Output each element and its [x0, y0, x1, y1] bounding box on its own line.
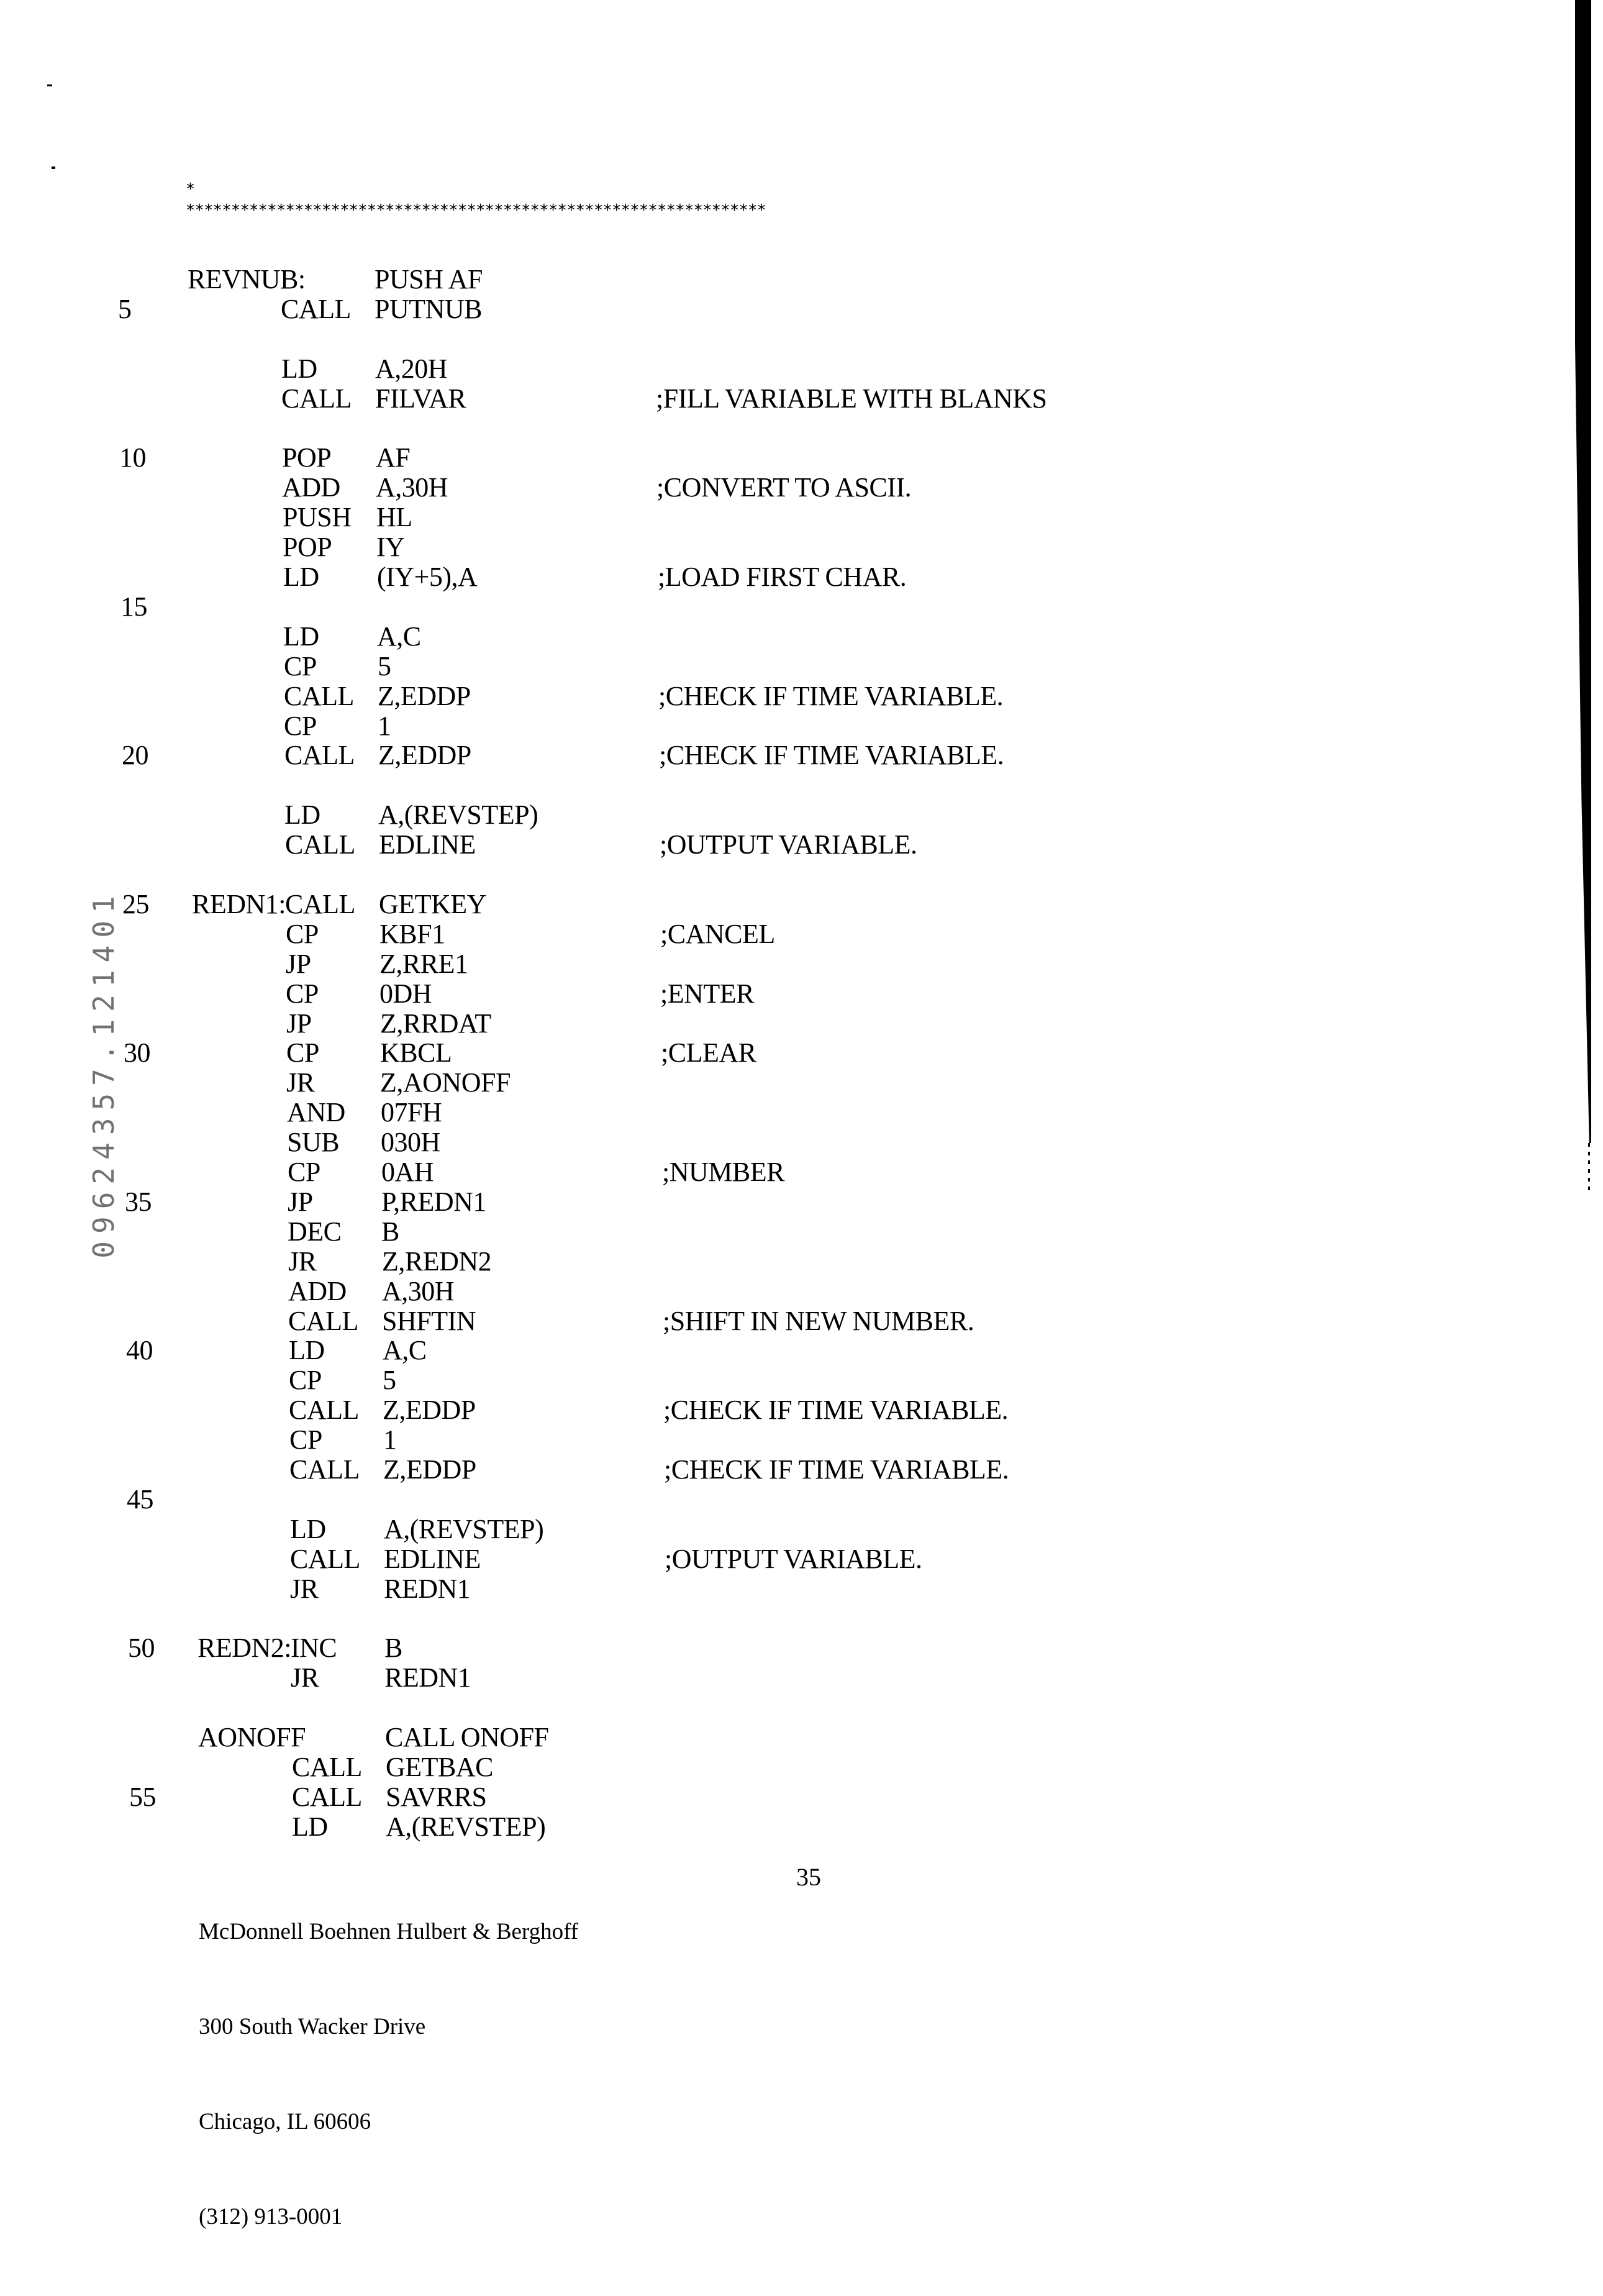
- code-mnemonic: JP: [288, 1187, 313, 1217]
- code-line: [11, 1782, 1253, 1812]
- code-mnemonic: CALL: [284, 740, 355, 770]
- code-line: [1, 443, 1243, 473]
- page-number: 35: [796, 1863, 821, 1891]
- code-operand: 1: [383, 1424, 397, 1455]
- code-line: [4, 830, 1247, 860]
- code-mnemonic: CALL: [292, 1782, 362, 1812]
- code-comment: ;ENTER: [660, 978, 754, 1009]
- footer-address-block: [199, 1852, 578, 2296]
- code-mnemonic: CALL: [285, 829, 355, 860]
- code-line: [7, 1157, 1249, 1187]
- code-operand: EDLINE: [379, 829, 476, 860]
- code-label: REDN2:: [198, 1633, 291, 1663]
- scan-edge-tail: [1588, 1143, 1590, 1193]
- code-mnemonic: CP: [286, 978, 319, 1009]
- code-line: [7, 1277, 1250, 1306]
- code-comment: ;CHECK IF TIME VARIABLE.: [659, 740, 1004, 770]
- code-mnemonic: DEC: [288, 1216, 342, 1247]
- code-line: [8, 1336, 1250, 1365]
- code-operand: Z,AONOFF: [380, 1067, 511, 1098]
- code-mnemonic: JR: [288, 1246, 317, 1277]
- code-mnemonic: CALL: [281, 383, 352, 414]
- code-line: [2, 622, 1245, 652]
- code-operand: IY: [376, 532, 405, 562]
- code-line: [0, 265, 1242, 294]
- code-inline-instruction: CALL ONOFF: [385, 1722, 549, 1752]
- code-line: [9, 1425, 1251, 1455]
- code-mnemonic: CALL: [290, 1544, 360, 1574]
- code-line: [2, 562, 1245, 592]
- code-line: [5, 949, 1247, 979]
- code-operand: A,(REVSTEP): [386, 1811, 546, 1842]
- footer-firm: McDonnell Boehnen Hulbert & Berghoff: [199, 1919, 579, 1944]
- line-number: 25: [122, 889, 149, 919]
- code-line: [3, 711, 1245, 741]
- code-mnemonic: JP: [286, 1008, 312, 1039]
- code-operand: GETKEY: [379, 889, 486, 919]
- code-line: [1, 473, 1243, 503]
- code-operand: (IY+5),A: [377, 562, 478, 592]
- code-mnemonic: CP: [286, 1037, 319, 1068]
- code-operand: A,(REVSTEP): [384, 1514, 544, 1544]
- scan-speck: [52, 166, 55, 169]
- code-mnemonic: CP: [289, 1365, 322, 1395]
- footer-phone: (312) 913-0001: [199, 2204, 343, 2230]
- comment-star-rule: ****************************************************************: [186, 201, 767, 220]
- code-line: [9, 1574, 1251, 1604]
- code-operand: Z,EDDP: [378, 681, 471, 711]
- code-line: [0, 294, 1242, 324]
- line-number: 45: [127, 1484, 153, 1515]
- code-line: [1, 354, 1243, 384]
- side-stamp-text: 09624357.121401: [87, 888, 120, 1259]
- code-line: [5, 919, 1247, 949]
- comment-star: *: [186, 180, 196, 199]
- code-line: [3, 681, 1245, 711]
- code-mnemonic: CP: [288, 1157, 320, 1187]
- code-mnemonic: ADD: [288, 1276, 347, 1306]
- code-comment: ;LOAD FIRST CHAR.: [658, 562, 907, 592]
- code-operand: FILVAR: [375, 383, 466, 414]
- code-line: [2, 592, 1245, 622]
- code-inline-instruction: PUSH AF: [375, 264, 483, 294]
- code-line: [7, 1217, 1249, 1247]
- line-number: 50: [128, 1633, 155, 1663]
- code-mnemonic: PUSH: [283, 502, 352, 532]
- line-number: 5: [118, 294, 132, 324]
- code-operand: 5: [383, 1365, 396, 1395]
- code-mnemonic: CP: [286, 919, 319, 949]
- code-operand: A,30H: [382, 1276, 455, 1306]
- code-operand: Z,RRE1: [379, 949, 468, 979]
- code-mnemonic: CP: [289, 1424, 322, 1455]
- line-number: 30: [124, 1037, 150, 1068]
- line-number: 35: [125, 1187, 152, 1217]
- code-line: [4, 740, 1246, 770]
- code-mnemonic: CALL: [284, 681, 354, 711]
- code-comment: ;CHECK IF TIME VARIABLE.: [663, 1395, 1009, 1425]
- code-operand: Z,EDDP: [383, 1454, 476, 1485]
- code-line: [3, 652, 1245, 681]
- code-operand: 07FH: [381, 1097, 442, 1128]
- code-line: [6, 1038, 1248, 1068]
- code-mnemonic: SUB: [287, 1127, 340, 1157]
- code-line: [9, 1485, 1251, 1515]
- code-line: [4, 890, 1247, 919]
- code-comment: ;CHECK IF TIME VARIABLE.: [664, 1454, 1009, 1485]
- code-comment: ;SHIFT IN NEW NUMBER.: [663, 1306, 974, 1336]
- code-mnemonic: LD: [283, 562, 319, 592]
- code-operand: HL: [376, 502, 412, 532]
- code-line: [4, 800, 1246, 830]
- code-mnemonic: ADD: [282, 472, 340, 503]
- code-line: [7, 1306, 1250, 1336]
- code-comment: ;FILL VARIABLE WITH BLANKS: [656, 383, 1047, 414]
- code-operand: KBCL: [380, 1037, 452, 1068]
- code-label: REDN1:: [192, 889, 286, 919]
- code-operand: Z,RRDAT: [380, 1008, 491, 1039]
- code-operand: KBF1: [379, 919, 445, 949]
- code-operand: AF: [376, 442, 411, 473]
- code-operand: A,20H: [375, 353, 448, 384]
- code-line: [6, 1009, 1248, 1039]
- code-line: [9, 1515, 1251, 1544]
- line-number: 20: [122, 740, 148, 770]
- code-mnemonic: POP: [282, 442, 332, 473]
- code-line: [11, 1812, 1253, 1842]
- code-operand: EDLINE: [384, 1544, 481, 1574]
- code-mnemonic: AND: [287, 1097, 345, 1128]
- code-line: [8, 1365, 1250, 1395]
- code-operand: 5: [378, 651, 391, 681]
- code-operand: SHFTIN: [382, 1306, 476, 1336]
- code-line: [9, 1544, 1251, 1574]
- code-operand: REDN1: [384, 1574, 471, 1604]
- code-operand: 0DH: [379, 978, 432, 1009]
- code-mnemonic: CP: [284, 651, 317, 681]
- code-mnemonic: CALL: [288, 1306, 358, 1336]
- code-operand: A,30H: [376, 472, 448, 503]
- code-mnemonic: CP: [284, 711, 317, 741]
- code-mnemonic: LD: [289, 1335, 325, 1365]
- code-operand: GETBAC: [386, 1752, 493, 1782]
- code-comment: ;NUMBER: [662, 1157, 784, 1187]
- scan-speck: [47, 84, 52, 86]
- code-line: [6, 1098, 1248, 1128]
- line-number: 10: [119, 442, 146, 473]
- scan-edge-bar: [1575, 0, 1591, 1143]
- code-mnemonic: CALL: [292, 1752, 362, 1782]
- code-mnemonic: CALL: [289, 1454, 360, 1485]
- code-operand: 030H: [381, 1127, 440, 1157]
- code-mnemonic: LD: [283, 621, 319, 652]
- footer-address: 300 South Wacker Drive: [199, 2014, 426, 2039]
- code-comment: ;CONVERT TO ASCII.: [656, 472, 912, 503]
- code-line: [6, 1068, 1248, 1098]
- code-label: REVNUB:: [188, 264, 306, 294]
- code-line: [7, 1247, 1250, 1277]
- code-line: [11, 1752, 1253, 1782]
- code-operand: 0AH: [381, 1157, 434, 1187]
- code-mnemonic: INC: [291, 1633, 337, 1663]
- code-comment: ;CLEAR: [661, 1037, 756, 1068]
- code-operand: SAVRRS: [386, 1782, 487, 1812]
- code-mnemonic: LD: [290, 1514, 326, 1544]
- code-mnemonic: CALL: [289, 1395, 359, 1425]
- code-comment: ;CHECK IF TIME VARIABLE.: [658, 681, 1004, 711]
- code-operand: Z,REDN2: [382, 1246, 492, 1277]
- footer-city: Chicago, IL 60606: [199, 2109, 371, 2134]
- code-operand: B: [381, 1216, 399, 1247]
- code-operand: A,C: [383, 1335, 427, 1365]
- code-mnemonic: LD: [292, 1811, 328, 1842]
- code-operand: A,C: [377, 621, 421, 652]
- code-operand: A,(REVSTEP): [378, 800, 538, 830]
- code-line: [5, 979, 1247, 1009]
- code-operand: PUTNUB: [375, 294, 483, 324]
- code-mnemonic: CALL: [285, 889, 355, 919]
- code-line: [1, 384, 1243, 414]
- code-line: [6, 1128, 1248, 1157]
- code-mnemonic: LD: [281, 353, 317, 384]
- code-mnemonic: JR: [290, 1574, 319, 1604]
- code-operand: 1: [378, 711, 391, 741]
- code-line: [9, 1455, 1251, 1485]
- code-operand: B: [384, 1633, 402, 1663]
- code-comment: ;CANCEL: [660, 919, 775, 949]
- code-line: [7, 1187, 1249, 1217]
- code-mnemonic: JR: [286, 1067, 315, 1098]
- code-operand: P,REDN1: [381, 1187, 486, 1217]
- code-line: [2, 503, 1244, 532]
- line-number: 55: [129, 1782, 156, 1812]
- code-operand: Z,EDDP: [378, 740, 471, 770]
- code-line: [2, 532, 1244, 562]
- code-mnemonic: LD: [284, 800, 320, 830]
- line-number: 15: [120, 591, 147, 622]
- code-comment: ;OUTPUT VARIABLE.: [665, 1544, 922, 1574]
- code-comment: ;OUTPUT VARIABLE.: [660, 829, 917, 860]
- code-operand: REDN1: [384, 1662, 471, 1693]
- code-mnemonic: JR: [291, 1662, 319, 1693]
- line-number: 40: [126, 1335, 153, 1365]
- code-mnemonic: CALL: [281, 294, 351, 324]
- code-operand: Z,EDDP: [383, 1395, 476, 1425]
- code-line: [10, 1663, 1252, 1693]
- code-line: [11, 1723, 1253, 1752]
- code-mnemonic: JP: [286, 949, 311, 979]
- code-label: AONOFF: [198, 1722, 306, 1752]
- code-line: [10, 1633, 1252, 1663]
- code-mnemonic: POP: [283, 532, 332, 562]
- code-line: [8, 1395, 1250, 1425]
